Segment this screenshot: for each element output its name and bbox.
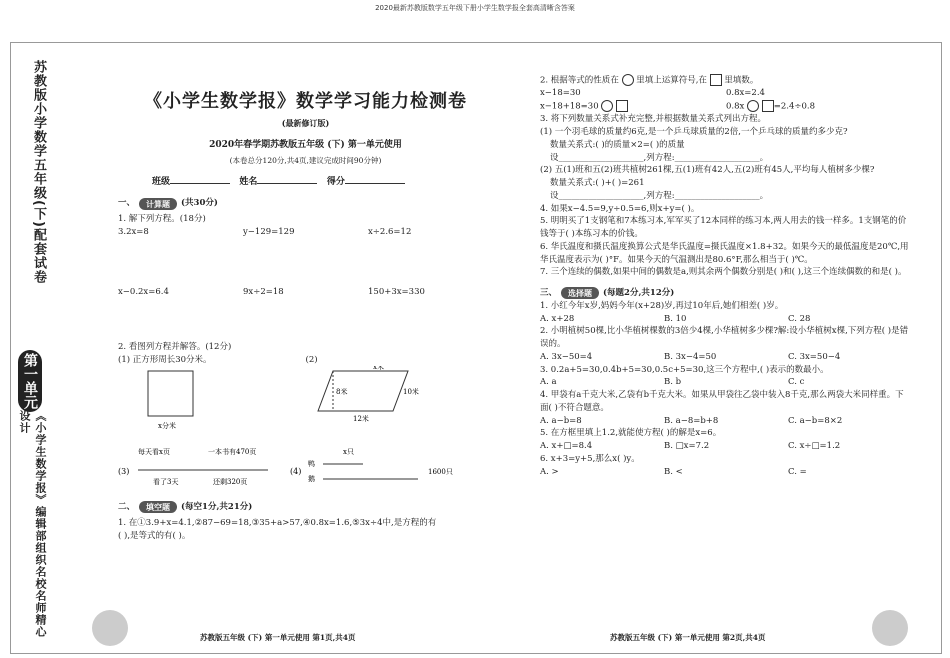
name-field[interactable]: [257, 183, 317, 184]
choice-question: 5. 在方框里填上1.2,就能使方程( )的解是x=6。: [540, 428, 722, 439]
option: C. a−b=8×2: [788, 415, 843, 426]
question-2-5: 5. 明明买了1支钢笔和7本练习本,军军买了12本同样的练习本,两人用去的钱一样多。1支钢笔的价钱等于( )本练习本的价钱。: [540, 216, 907, 239]
square-blank-icon: [762, 100, 774, 112]
option: C. =: [788, 466, 807, 477]
score-field[interactable]: [345, 183, 405, 184]
equation: 9x÷2=18: [243, 286, 284, 297]
document-header: 2020最新苏教版数学五年级下册小学生数学报全套高清晰含答案: [375, 4, 575, 12]
class-field[interactable]: [170, 183, 230, 184]
question-2-1: 1. 在①3.9+x=4.1,②87−69=18,③35+a>57,④0.8x=1.6,⑤3x÷4中,是方程的有: [118, 517, 437, 528]
choice-options: [540, 313, 912, 326]
equation: =2.4÷0.8: [773, 101, 815, 112]
height-label: 8米: [336, 388, 348, 397]
sub-question: (1) 一个羽毛球的质量约6克,是一个乒乓球质量的2倍,一个乒乓球的质量约多少克?: [540, 127, 848, 137]
section-badge: 填空题: [139, 501, 177, 513]
bar-label: 一本书有470页: [208, 448, 257, 457]
square-blank-icon: [616, 100, 628, 112]
question-2-7: 7. 三个连续的偶数,如果中间的偶数是a,则其余两个偶数分别是( )和( ),这三个连续偶数的和是( )。: [540, 267, 907, 278]
question-1-1: 1. 解下列方程。(18分): [118, 214, 206, 224]
section-1-heading: [118, 197, 493, 210]
class-label: 班级: [152, 176, 171, 187]
option: A. a−b=8: [540, 415, 582, 426]
choice-options: [540, 376, 912, 389]
option: B. □x=7.2: [664, 441, 710, 451]
mascot-icon: [92, 610, 128, 646]
sub-question: (2): [305, 354, 318, 365]
option: B. a−8=b+8: [664, 415, 719, 426]
unit-label: 第一单元: [18, 350, 42, 412]
equation: 0.8x=2.4: [726, 88, 765, 99]
choice-question: 3. 0.2a+5=30,0.4b+5=30,0.5c+5=30,这三个方程中,( )表示的数最小。: [540, 364, 829, 375]
page-1: [118, 60, 493, 542]
blank-line: 设____________________,列方程:____________________。: [550, 190, 769, 201]
section-number: 三、: [540, 288, 558, 298]
equation: x−18+18=30: [540, 101, 599, 112]
choice-options: [540, 351, 912, 364]
bar-label: 鸭: [308, 460, 315, 469]
square-label: x分米: [158, 422, 176, 431]
option: A. x+□=8.4: [540, 441, 593, 451]
equation-row-1: [118, 226, 493, 286]
exam-note: (本卷总分120分,共4页,建议完成时间90分钟): [229, 155, 382, 165]
text: 2. 根据等式的性质在: [540, 75, 619, 86]
square-blank-icon: [710, 74, 722, 86]
top-label: x米: [373, 366, 384, 372]
section-number: 二、: [118, 502, 136, 512]
parallelogram-figure: [318, 371, 408, 411]
page-1-footer: 苏教版五年级 (下) 第一单元使用 第1页,共4页: [200, 633, 356, 642]
bar-label: 1600只: [428, 468, 453, 477]
eq-row: [540, 100, 912, 113]
choice-question: 4. 甲袋有a千克大米,乙袋有b千克大米。如果从甲袋往乙袋中装入8千克,那么两袋大米同样重。下面( )不符合题意。: [540, 390, 904, 413]
circle-blank-icon: [601, 100, 613, 112]
option: A. >: [540, 466, 559, 477]
section-2-heading: [118, 501, 493, 514]
bar-label: x只: [343, 448, 354, 457]
mascot-icon: [872, 610, 908, 646]
option: B. b: [664, 377, 682, 388]
option: B. 10: [664, 313, 687, 324]
section-points: (共30分): [181, 198, 218, 209]
choice-question: 6. x+3=y+5,那么x( )y。: [540, 453, 640, 464]
question-2-1-cont: ( ),是等式的有( )。: [118, 530, 191, 541]
question-2-4: 4. 如果x−4.5=9,y÷0.5=6,则x+y=( )。: [540, 203, 700, 214]
equation: y−129=129: [243, 226, 295, 237]
question-2-2: [540, 74, 912, 87]
base-label: 12米: [353, 415, 369, 424]
choice-question: 1. 小红今年x岁,妈妈今年(x+28)岁,再过10年后,她们相差( )岁。: [540, 300, 784, 311]
subtitle: 2020年春学期苏教版五年级 (下) 第一单元使用: [209, 140, 402, 150]
option: C. 28: [788, 313, 811, 324]
page-2: [540, 74, 912, 478]
choice-options: [540, 440, 912, 453]
choice-options: [540, 415, 912, 428]
equation-row-2: [118, 286, 493, 338]
figures-svg: [118, 366, 493, 486]
section-number: 一、: [118, 198, 136, 209]
page-2-footer: 苏教版五年级 (下) 第一单元使用 第2页,共4页: [610, 633, 766, 642]
score-label: 得分: [326, 176, 345, 187]
option: C. c: [788, 377, 805, 388]
bar-label: 还剩320页: [213, 478, 248, 487]
equation: x−18=30: [540, 88, 581, 99]
question-1-2: 2. 看图列方程并解答。(12分): [118, 341, 232, 352]
sub-question: (2) 五(1)班和五(2)班共植树261棵,五(1)班有42人,五(2)班有45人,平均每人植树多少棵?: [540, 165, 875, 176]
section-points: (每空1分,共21分): [181, 502, 253, 512]
text: 里填上运算符号,在: [636, 75, 707, 86]
section-badge: 选择题: [561, 287, 599, 299]
section-3-heading: [540, 287, 912, 300]
circle-blank-icon: [622, 74, 634, 86]
circle-blank-icon: [747, 100, 759, 112]
equation: x÷2.6=12: [368, 226, 412, 237]
equation: 3.2x=8: [118, 226, 149, 237]
figure-row-1: [118, 354, 493, 367]
name-label: 姓名: [239, 176, 258, 187]
blank-line: 数量关系式:( )的质量×2=( )的质量: [550, 139, 685, 150]
student-info: [152, 176, 493, 190]
option: B. <: [664, 466, 683, 477]
sub-question: (3): [118, 467, 130, 477]
option: B. 3x−4=50: [664, 351, 717, 362]
edition-label: (最新修订版): [281, 118, 330, 128]
bar-label: 鹅: [308, 475, 315, 484]
question-2-6: 6. 华氏温度和摄氏温度换算公式是华氏温度=摄氏温度×1.8+32。如果今天的最低温度是20℃,用华氏温度表示为( )°F。如果今天的气温测出是80.6°F,那么相当于( )℃。: [540, 241, 909, 265]
bar-label: 每天看x页: [138, 448, 170, 457]
eq-row: [540, 87, 912, 100]
equation: 150+3x=330: [368, 286, 425, 297]
side-bottom-text: 《小学生数学报》编辑部组织名校名师精心设计: [18, 410, 47, 638]
equation: 0.8x: [726, 101, 745, 112]
sub-question: (4): [290, 467, 302, 477]
sub-question: (1) 正方形周长30分米。: [118, 354, 212, 365]
blank-line: 设____________________,列方程:____________________。: [550, 152, 769, 163]
question-2-3: 3. 将下列数量关系式补充完整,并根据数量关系式列出方程。: [540, 114, 767, 125]
page-title: 《小学生数学报》数学学习能力检测卷: [144, 91, 467, 112]
side-top-text: 苏教版小学数学五年级(下)配套试卷: [31, 60, 46, 284]
bar-label: 看了3天: [153, 478, 179, 487]
option: A. a: [540, 377, 557, 388]
square-figure: [148, 371, 193, 416]
equation: x−0.2x=6.4: [118, 286, 169, 297]
option: A. 3x−50=4: [540, 351, 593, 362]
choice-options: [540, 466, 912, 479]
option: C. 3x=50−4: [788, 351, 841, 362]
blank-line: 数量关系式:( )+( )=261: [550, 178, 645, 188]
choice-question: 2. 小明植树50棵,比小华植树棵数的3倍少4棵,小华植树多少棵?解:设小华植树x棵,下列方程( )是错误的。: [540, 326, 909, 349]
side-label: 10米: [403, 388, 419, 397]
side-band: [14, 50, 48, 648]
section-badge: 计算题: [139, 198, 177, 210]
section-points: (每题2分,共12分): [603, 288, 675, 298]
option: A. x+28: [540, 313, 575, 324]
option: C. x÷□=1.2: [788, 441, 841, 451]
text: 里填数。: [724, 75, 759, 86]
